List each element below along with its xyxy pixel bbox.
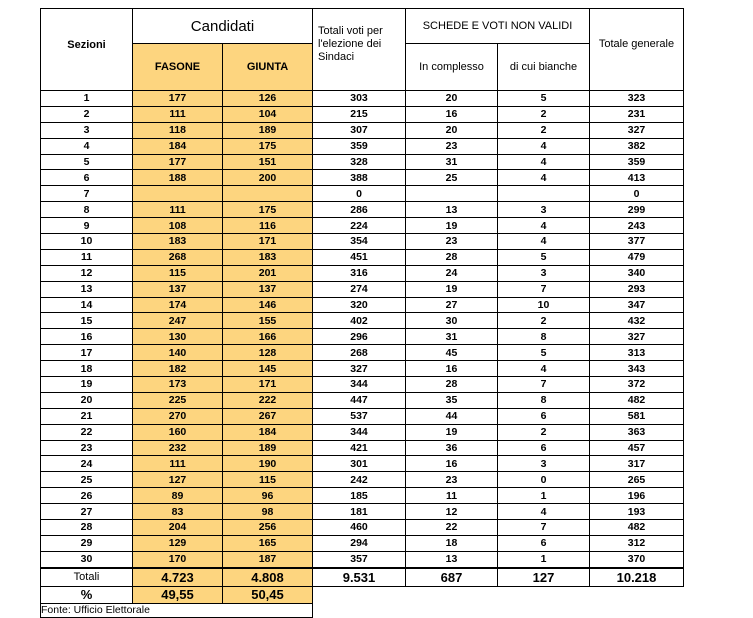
cell-totali-sindaci: 224 [313,218,406,234]
cell-totale-generale: 581 [590,408,684,424]
cell-totali-sindaci: 327 [313,361,406,377]
cell-sezione: 17 [41,345,133,361]
cell-sezione: 26 [41,488,133,504]
table-row [41,488,684,504]
header-fasone: FASONE [133,44,223,91]
cell-in-complesso: 30 [406,313,498,329]
cell-fasone: 111 [133,106,223,122]
cell-sezione: 21 [41,408,133,424]
cell-fasone: 130 [133,329,223,345]
cell-sezione: 22 [41,424,133,440]
cell-giunta: 187 [223,551,313,567]
header-giunta: GIUNTA [223,44,313,91]
cell-giunta: 115 [223,472,313,488]
table-row [41,329,684,345]
cell-totali-sindaci: 303 [313,91,406,107]
cell-totale-generale: 457 [590,440,684,456]
cell-sezione: 13 [41,281,133,297]
cell-totale-generale: 313 [590,345,684,361]
cell-sezione: 23 [41,440,133,456]
cell-totali-sindaci: 320 [313,297,406,313]
cell-bianche: 2 [498,122,590,138]
cell-giunta: 126 [223,91,313,107]
cell-bianche: 6 [498,408,590,424]
cell-giunta: 201 [223,265,313,281]
cell-giunta: 165 [223,535,313,551]
cell-in-complesso: 16 [406,361,498,377]
cell-totali-sindaci: 328 [313,154,406,170]
cell-totali-sindaci: 402 [313,313,406,329]
cell-totale-generale: 293 [590,281,684,297]
cell-bianche: 5 [498,91,590,107]
cell-bianche [498,186,590,202]
cell-totali-sindaci: 344 [313,377,406,393]
cell-in-complesso: 31 [406,329,498,345]
cell-giunta: 155 [223,313,313,329]
table-row [41,345,684,361]
cell-totale-generale: 299 [590,202,684,218]
cell-totali-sindaci: 307 [313,122,406,138]
table-row [41,106,684,122]
cell-totali-sindaci: 451 [313,249,406,265]
cell-fasone: 118 [133,122,223,138]
cell-fasone: 204 [133,520,223,536]
cell-in-complesso: 19 [406,281,498,297]
table-row [41,154,684,170]
cell-fasone: 247 [133,313,223,329]
cell-fasone: 183 [133,234,223,250]
cell-totale-generale: 0 [590,186,684,202]
totals-bianche: 127 [498,568,590,587]
cell-bianche: 2 [498,313,590,329]
cell-totali-sindaci: 0 [313,186,406,202]
cell-fasone: 225 [133,392,223,408]
cell-fasone: 170 [133,551,223,567]
cell-bianche: 4 [498,138,590,154]
cell-bianche: 7 [498,281,590,297]
cell-bianche: 5 [498,345,590,361]
table-row [41,218,684,234]
table-row [41,186,684,202]
cell-in-complesso: 16 [406,456,498,472]
cell-giunta: 137 [223,281,313,297]
cell-totale-generale: 231 [590,106,684,122]
table-row [41,249,684,265]
cell-totali-sindaci: 301 [313,456,406,472]
cell-sezione: 11 [41,249,133,265]
cell-totale-generale: 323 [590,91,684,107]
cell-bianche: 3 [498,202,590,218]
cell-fasone: 89 [133,488,223,504]
cell-in-complesso: 31 [406,154,498,170]
cell-in-complesso: 25 [406,170,498,186]
cell-sezione: 2 [41,106,133,122]
cell-in-complesso: 24 [406,265,498,281]
totals-label: Totali [41,568,133,587]
cell-giunta: 256 [223,520,313,536]
cell-totale-generale: 312 [590,535,684,551]
cell-sezione: 12 [41,265,133,281]
cell-giunta: 222 [223,392,313,408]
header-totale-generale: Totale generale [590,9,684,91]
cell-sezione: 19 [41,377,133,393]
cell-totali-sindaci: 537 [313,408,406,424]
cell-sezione: 28 [41,520,133,536]
cell-totale-generale: 327 [590,329,684,345]
cell-fasone: 232 [133,440,223,456]
cell-fasone: 127 [133,472,223,488]
cell-fasone: 115 [133,265,223,281]
table-row [41,520,684,536]
table-row [41,440,684,456]
table-row [41,91,684,107]
cell-sezione: 27 [41,504,133,520]
cell-in-complesso: 12 [406,504,498,520]
cell-in-complesso: 19 [406,424,498,440]
cell-fasone: 184 [133,138,223,154]
cell-fasone: 108 [133,218,223,234]
cell-totale-generale: 370 [590,551,684,567]
cell-giunta [223,186,313,202]
cell-totali-sindaci: 185 [313,488,406,504]
cell-in-complesso: 20 [406,122,498,138]
cell-in-complesso: 22 [406,520,498,536]
cell-totali-sindaci: 181 [313,504,406,520]
cell-giunta: 128 [223,345,313,361]
cell-totali-sindaci: 294 [313,535,406,551]
totals-giunta: 4.808 [223,568,313,587]
cell-fasone: 182 [133,361,223,377]
cell-totale-generale: 482 [590,520,684,536]
table-row [41,456,684,472]
table-row [41,535,684,551]
cell-in-complesso: 13 [406,551,498,567]
cell-giunta: 145 [223,361,313,377]
cell-totale-generale: 317 [590,456,684,472]
cell-fasone [133,186,223,202]
cell-fasone: 188 [133,170,223,186]
cell-bianche: 7 [498,377,590,393]
cell-totali-sindaci: 242 [313,472,406,488]
table-row [41,297,684,313]
cell-in-complesso [406,186,498,202]
cell-bianche: 6 [498,535,590,551]
cell-in-complesso: 11 [406,488,498,504]
cell-bianche: 7 [498,520,590,536]
cell-bianche: 4 [498,361,590,377]
cell-sezione: 8 [41,202,133,218]
cell-sezione: 10 [41,234,133,250]
table-row [41,202,684,218]
cell-fasone: 177 [133,91,223,107]
cell-fasone: 111 [133,456,223,472]
cell-bianche: 3 [498,456,590,472]
cell-sezione: 9 [41,218,133,234]
totals-in-complesso: 687 [406,568,498,587]
cell-totale-generale: 243 [590,218,684,234]
cell-totale-generale: 347 [590,297,684,313]
table-row [41,361,684,377]
cell-sezione: 24 [41,456,133,472]
cell-totali-sindaci: 460 [313,520,406,536]
cell-in-complesso: 45 [406,345,498,361]
cell-giunta: 189 [223,440,313,456]
header-totali-sindaci: Totali voti per l'elezione dei Sindaci [313,9,406,91]
cell-totali-sindaci: 388 [313,170,406,186]
cell-totali-sindaci: 286 [313,202,406,218]
cell-totali-sindaci: 268 [313,345,406,361]
cell-giunta: 267 [223,408,313,424]
cell-in-complesso: 28 [406,249,498,265]
cell-bianche: 4 [498,234,590,250]
cell-totali-sindaci: 344 [313,424,406,440]
table-row [41,392,684,408]
table-row [41,313,684,329]
cell-fasone: 177 [133,154,223,170]
cell-giunta: 171 [223,377,313,393]
cell-totale-generale: 413 [590,170,684,186]
cell-sezione: 15 [41,313,133,329]
table-row [41,281,684,297]
cell-sezione: 25 [41,472,133,488]
cell-giunta: 175 [223,138,313,154]
cell-bianche: 8 [498,392,590,408]
cell-fasone: 111 [133,202,223,218]
cell-giunta: 116 [223,218,313,234]
table-row [41,265,684,281]
cell-totale-generale: 372 [590,377,684,393]
cell-in-complesso: 35 [406,392,498,408]
cell-bianche: 2 [498,424,590,440]
table-row [41,377,684,393]
cell-totale-generale: 432 [590,313,684,329]
cell-totale-generale: 193 [590,504,684,520]
table-row [41,234,684,250]
source-note: Fonte: Ufficio Elettorale [41,603,223,617]
cell-giunta: 184 [223,424,313,440]
cell-giunta: 189 [223,122,313,138]
cell-bianche: 4 [498,218,590,234]
cell-in-complesso: 16 [406,106,498,122]
cell-fasone: 83 [133,504,223,520]
cell-giunta: 151 [223,154,313,170]
cell-sezione: 3 [41,122,133,138]
cell-in-complesso: 20 [406,91,498,107]
cell-giunta: 98 [223,504,313,520]
header-non-validi: SCHEDE E VOTI NON VALIDI [406,9,590,44]
table-row [41,122,684,138]
cell-totale-generale: 327 [590,122,684,138]
cell-sezione: 29 [41,535,133,551]
cell-totale-generale: 363 [590,424,684,440]
cell-giunta: 200 [223,170,313,186]
header-candidati: Candidati [133,9,313,44]
cell-totale-generale: 340 [590,265,684,281]
cell-sezione: 16 [41,329,133,345]
cell-totale-generale: 482 [590,392,684,408]
cell-totale-generale: 343 [590,361,684,377]
header-sezioni: Sezioni [41,9,133,91]
cell-giunta: 166 [223,329,313,345]
cell-sezione: 18 [41,361,133,377]
cell-in-complesso: 23 [406,138,498,154]
cell-bianche: 0 [498,472,590,488]
table-row [41,170,684,186]
table-row [41,408,684,424]
totals-totali-sindaci: 9.531 [313,568,406,587]
table-row [41,472,684,488]
cell-sezione: 4 [41,138,133,154]
cell-in-complesso: 36 [406,440,498,456]
cell-totali-sindaci: 447 [313,392,406,408]
cell-totale-generale: 196 [590,488,684,504]
cell-giunta: 104 [223,106,313,122]
header-in-complesso: In complesso [406,44,498,91]
cell-bianche: 1 [498,551,590,567]
table-row [41,504,684,520]
percent-giunta: 50,45 [223,586,313,603]
cell-fasone: 160 [133,424,223,440]
cell-sezione: 5 [41,154,133,170]
cell-totale-generale: 479 [590,249,684,265]
cell-totali-sindaci: 296 [313,329,406,345]
cell-totali-sindaci: 354 [313,234,406,250]
cell-giunta: 183 [223,249,313,265]
cell-sezione: 30 [41,551,133,567]
cell-sezione: 6 [41,170,133,186]
cell-totale-generale: 359 [590,154,684,170]
cell-bianche: 4 [498,504,590,520]
cell-in-complesso: 44 [406,408,498,424]
totals-totale-generale: 10.218 [590,568,684,587]
cell-in-complesso: 28 [406,377,498,393]
cell-sezione: 20 [41,392,133,408]
cell-fasone: 174 [133,297,223,313]
cell-fasone: 270 [133,408,223,424]
cell-giunta: 190 [223,456,313,472]
election-results-table [40,8,684,618]
cell-in-complesso: 18 [406,535,498,551]
cell-fasone: 137 [133,281,223,297]
cell-bianche: 6 [498,440,590,456]
cell-fasone: 140 [133,345,223,361]
cell-sezione: 1 [41,91,133,107]
table-row [41,424,684,440]
cell-bianche: 2 [498,106,590,122]
cell-totale-generale: 265 [590,472,684,488]
cell-fasone: 268 [133,249,223,265]
cell-in-complesso: 19 [406,218,498,234]
cell-totali-sindaci: 421 [313,440,406,456]
cell-bianche: 1 [498,488,590,504]
percent-fasone: 49,55 [133,586,223,603]
cell-bianche: 10 [498,297,590,313]
cell-totali-sindaci: 357 [313,551,406,567]
table-row [41,551,684,567]
cell-sezione: 14 [41,297,133,313]
header-bianche: di cui bianche [498,44,590,91]
cell-sezione: 7 [41,186,133,202]
cell-fasone: 173 [133,377,223,393]
cell-giunta: 146 [223,297,313,313]
percent-label: % [41,586,133,603]
cell-totali-sindaci: 274 [313,281,406,297]
cell-bianche: 5 [498,249,590,265]
cell-in-complesso: 23 [406,472,498,488]
cell-in-complesso: 13 [406,202,498,218]
cell-totale-generale: 377 [590,234,684,250]
cell-totale-generale: 382 [590,138,684,154]
cell-fasone: 129 [133,535,223,551]
cell-bianche: 4 [498,154,590,170]
cell-totali-sindaci: 215 [313,106,406,122]
cell-giunta: 96 [223,488,313,504]
election-results-table-wrapper [40,8,684,618]
cell-bianche: 4 [498,170,590,186]
cell-bianche: 3 [498,265,590,281]
totals-fasone: 4.723 [133,568,223,587]
cell-bianche: 8 [498,329,590,345]
cell-in-complesso: 27 [406,297,498,313]
cell-in-complesso: 23 [406,234,498,250]
cell-giunta: 175 [223,202,313,218]
table-row [41,138,684,154]
cell-giunta: 171 [223,234,313,250]
cell-totali-sindaci: 359 [313,138,406,154]
cell-totali-sindaci: 316 [313,265,406,281]
